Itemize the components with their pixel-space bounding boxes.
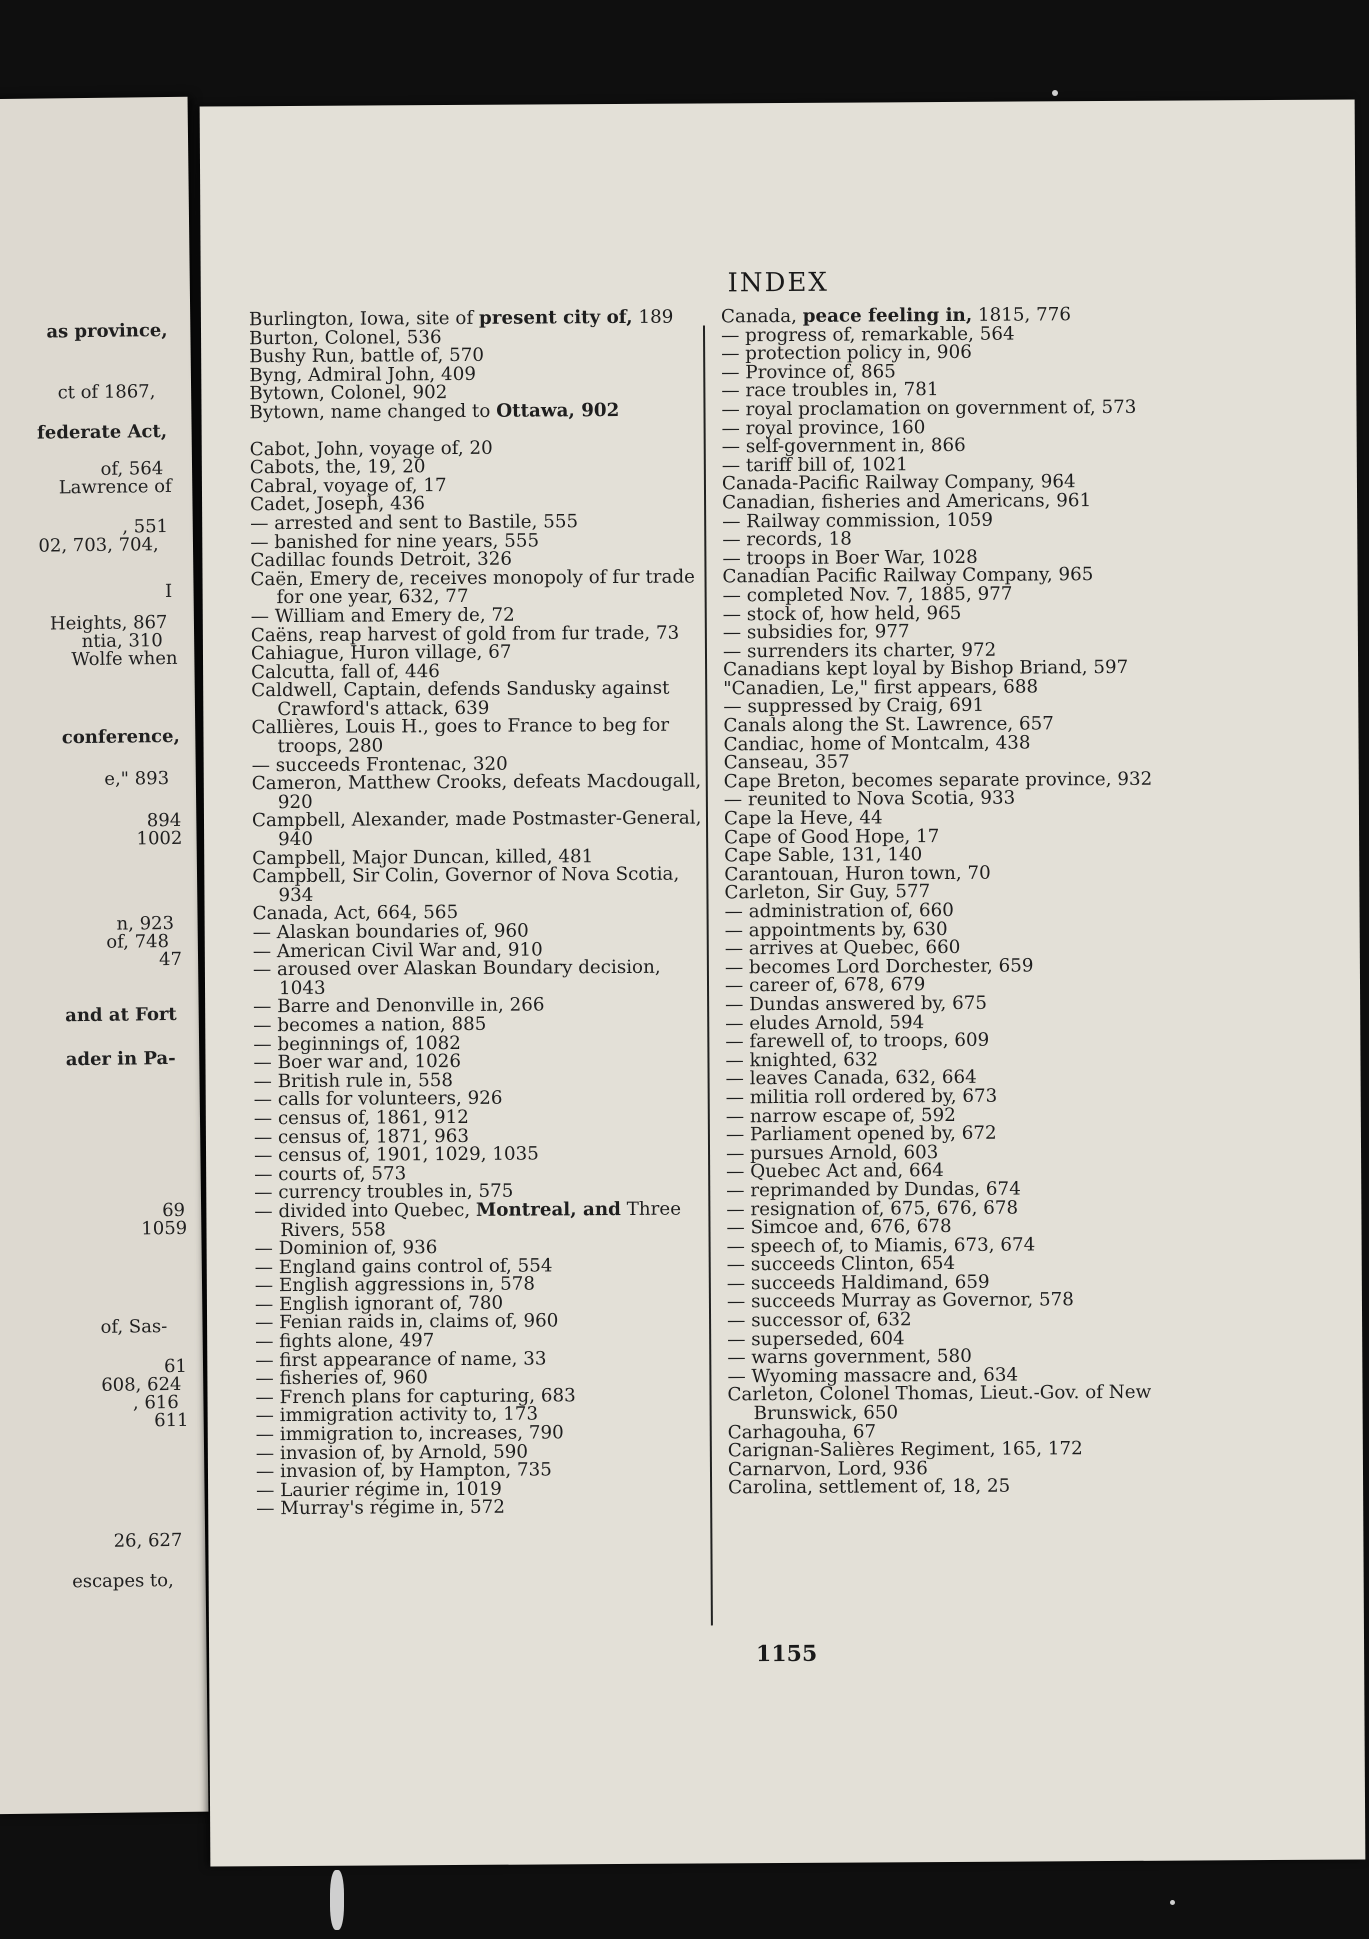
entry-text: — fisheries of, 960 [255, 1367, 428, 1390]
left-page-text: 611 [154, 1409, 189, 1432]
entry-text: — census of, 1901, 1029, 1035 [253, 1143, 539, 1167]
entry-text: Cape of Good Hope, 17 [724, 825, 940, 848]
entry-text: — aroused over Alaskan Boundary decision, 1043 [252, 956, 661, 999]
entry-text: Cabot, John, voyage of, 20 [249, 437, 493, 460]
entry-text: — protection policy in, 906 [721, 342, 972, 365]
entry-text: — England gains control of, 554 [254, 1255, 553, 1278]
entry-text: Campbell, Major Duncan, killed, 481 [252, 845, 594, 869]
entry-text: — Laurier régime in, 1019 [256, 1478, 502, 1502]
entry-text: Carantouan, Huron town, 70 [724, 862, 991, 886]
entry-text: Carhagouha, 67 [727, 1421, 877, 1443]
entry-text: — completed Nov. 7, 1885, 977 [722, 583, 1013, 607]
entry-text: — reprimanded by Dundas, 674 [726, 1178, 1021, 1202]
entry-text: Candiac, home of Montcalm, 438 [723, 732, 1031, 756]
entry-text: — fights alone, 497 [255, 1330, 435, 1353]
entry-text: — militia roll ordered by, 673 [725, 1085, 998, 1109]
left-page-text: Wolfe when [71, 647, 178, 671]
left-page-text: escapes to, [72, 1570, 174, 1593]
entry-text: — courts of, 573 [254, 1163, 407, 1185]
entry-text: — stock of, how held, 965 [722, 602, 962, 625]
entry-text: — Simcoe and, 676, 678 [726, 1216, 952, 1239]
left-page-text: n, 923 [116, 912, 175, 935]
entry-text: 1815, 776 [972, 304, 1072, 326]
entry-text: Canada, [720, 305, 803, 328]
entry-text: Callières, Louis H., goes to France to beg for troops, 280 [251, 715, 670, 758]
entry-text: — British rule in, 558 [253, 1069, 454, 1092]
left-page-text: 894 [146, 809, 182, 832]
entry-text: Carolina, settlement of, 18, 25 [728, 1476, 1011, 1499]
entry-text: — troops in Boer War, 1028 [722, 546, 978, 570]
entry-text: — surrenders its charter, 972 [722, 639, 997, 663]
left-page-text: of, Sas- [100, 1316, 168, 1338]
index-entry [727, 1384, 1197, 1424]
entry-text: Cadet, Joseph, 436 [250, 493, 426, 516]
entry-text: — succeeds Clinton, 654 [726, 1253, 956, 1276]
index-entry [254, 1200, 704, 1240]
entry-text: — leaves Canada, 632, 664 [725, 1067, 977, 1090]
entry-text: Cadillac founds Detroit, 326 [250, 548, 513, 572]
page-title: INDEX [727, 267, 829, 299]
entry-bold-text: peace feeling in, [802, 304, 973, 327]
entry-bold-text: Ottawa, 902 [496, 399, 620, 422]
entry-text: — race troubles in, 781 [721, 379, 939, 402]
entry-text: — subsidies for, 977 [722, 621, 910, 644]
entry-text: — Quebec Act and, 664 [726, 1160, 944, 1183]
entry-text: Carleton, Sir Guy, 577 [724, 881, 931, 904]
entry-text: — progress of, remarkable, 564 [720, 323, 1015, 346]
left-page-text: 47 [158, 948, 183, 971]
index-column-right [721, 305, 1198, 1498]
left-page-text: ct of 1867, [57, 381, 156, 404]
entry-text: — Alaskan boundaries of, 960 [252, 920, 529, 944]
entry-text: — first appearance of name, 33 [255, 1348, 547, 1371]
entry-bold-text: present city of, [478, 306, 633, 329]
entry-text: — beginnings of, 1082 [253, 1032, 461, 1055]
entry-text: Caëns, reap harvest of gold from fur trade, 73 [250, 622, 680, 646]
entry-text: Cameron, Matthew Crooks, defeats Macdougall, 920 [251, 770, 702, 813]
index-page [200, 99, 1366, 1866]
index-entry [252, 863, 702, 906]
entry-text: Canadian, fisheries and Americans, 961 [722, 490, 1092, 514]
entry-text: Canada-Pacific Railway Company, 964 [721, 471, 1076, 495]
left-page-fragment [0, 97, 208, 1815]
left-page-text: 02, 703, 704, [38, 534, 159, 557]
entry-text: — becomes Lord Dorchester, 659 [724, 955, 1034, 979]
left-page-text: e," 893 [104, 768, 170, 790]
entry-text: — reunited to Nova Scotia, 933 [723, 788, 1016, 811]
entry-text: — calls for volunteers, 926 [253, 1088, 503, 1111]
entry-bold-text: Montreal, and [475, 1198, 621, 1221]
entry-text: — English ignorant of, 780 [254, 1292, 504, 1316]
entry-text: — currency troubles in, 575 [254, 1180, 514, 1204]
entry-text: — William and Emery de, 72 [250, 604, 515, 628]
entry-text: — French plans for capturing, 683 [255, 1385, 576, 1409]
entry-text: — immigration to, increases, 790 [255, 1422, 564, 1446]
entry-text: Carignan-Salières Regiment, 165, 172 [727, 1438, 1083, 1462]
entry-text: "Canadien, Le," first appears, 688 [723, 676, 1039, 700]
left-page-text: of, 564 [100, 458, 164, 480]
entry-text: — warns government, 580 [727, 1346, 972, 1369]
left-page-text: 608, 624 [101, 1373, 182, 1396]
entry-text: Carleton, Colonel Thomas, Lieut.-Gov. of New Brunswick, 650 [727, 1382, 1152, 1425]
entry-text: — royal province, 160 [721, 416, 926, 439]
entry-text: — succeeds Murray as Governor, 578 [726, 1289, 1074, 1313]
entry-text: Cabots, the, 19, 20 [249, 456, 426, 479]
entry-text: — immigration activity to, 173 [255, 1403, 539, 1427]
left-page-text: I [164, 580, 173, 603]
index-entry [728, 1477, 1198, 1498]
entry-text: — career of, 678, 679 [724, 974, 926, 997]
left-page-text: and at Fort [65, 1003, 177, 1027]
index-entry [251, 770, 702, 813]
entry-text: — English aggressions in, 578 [254, 1273, 536, 1297]
entry-text: Three Rivers, 558 [280, 1198, 682, 1241]
entry-text: — narrow escape of, 592 [725, 1104, 956, 1127]
left-page-text: 1059 [141, 1217, 188, 1240]
entry-text: — appointments by, 630 [724, 918, 948, 941]
entry-text: Cape Sable, 131, 140 [724, 844, 923, 867]
entry-text: — American Civil War and, 910 [252, 939, 543, 962]
entry-text: — eludes Arnold, 594 [725, 1011, 925, 1034]
left-page-text: conference, [61, 725, 180, 749]
left-page-text: as province, [46, 319, 168, 343]
left-page-text: of, 748 [106, 931, 170, 953]
entry-text: Canals along the St. Lawrence, 657 [723, 713, 1054, 737]
entry-text: Caën, Emery de, receives monopoly of fur trade for one year, 632, 77 [250, 566, 696, 609]
entry-text: Canadians kept loyal by Bishop Briand, 597 [723, 657, 1129, 681]
index-entry [256, 1498, 706, 1519]
dust-speck [1170, 1900, 1175, 1905]
entry-text: — invasion of, by Hampton, 735 [255, 1459, 552, 1483]
left-page-text: 26, 627 [113, 1529, 183, 1552]
index-entry [249, 401, 699, 422]
entry-text: 189 [632, 306, 674, 328]
entry-text: — succeeds Haldimand, 659 [726, 1271, 990, 1295]
entry-text: — Fenian raids in, claims of, 960 [255, 1310, 559, 1334]
entry-text: — suppressed by Craig, 691 [723, 695, 985, 718]
index-entry [251, 717, 701, 757]
left-page-text: Lawrence of [58, 475, 172, 499]
dust-speck [1052, 90, 1058, 96]
entry-text: Cahiague, Huron village, 67 [250, 641, 512, 665]
entry-text: — Dundas answered by, 675 [725, 992, 988, 1016]
entry-text: Canadian Pacific Railway Company, 965 [722, 564, 1094, 588]
entry-text: — successor of, 632 [726, 1309, 912, 1332]
left-page-text: ader in Pa- [65, 1047, 176, 1071]
entry-text: Bytown, name changed to [249, 400, 497, 424]
page-number: 1155 [755, 1640, 818, 1668]
entry-text: Bushy Run, battle of, 570 [249, 344, 485, 368]
entry-text: — arrives at Quebec, 660 [724, 937, 961, 960]
entry-text: — becomes a nation, 885 [253, 1013, 487, 1037]
left-page-text: , 616 [132, 1391, 179, 1414]
entry-text: Byng, Admiral John, 409 [249, 363, 476, 387]
entry-text: — self-government in, 866 [721, 435, 966, 458]
entry-text: — superseded, 604 [727, 1327, 905, 1351]
entry-text: — Parliament opened by, 672 [725, 1122, 997, 1146]
left-page-text: federate Act, [36, 421, 168, 444]
entry-text: Cape Breton, becomes separate province, 932 [723, 768, 1153, 793]
entry-text: Burton, Colonel, 536 [248, 326, 442, 349]
entry-text: — knighted, 632 [725, 1049, 879, 1072]
entry-text: — census of, 1871, 963 [253, 1125, 470, 1148]
entry-text: Canseau, 357 [723, 751, 850, 774]
left-page-text: 69 [161, 1199, 186, 1222]
entry-text: — banished for nine years, 555 [250, 530, 540, 553]
entry-text: — divided into Quebec, [254, 1199, 477, 1223]
index-entry [251, 807, 702, 851]
index-column-left [249, 308, 706, 1519]
entry-text: Canada, Act, 664, 565 [252, 902, 459, 925]
entry-text: Campbell, Sir Colin, Governor of Nova Scotia, 934 [252, 863, 680, 906]
left-page-text: ntia, 310 [81, 630, 163, 653]
entry-text: — Boer war and, 1026 [253, 1051, 462, 1074]
entry-text: — Barre and Denonville in, 266 [253, 994, 545, 1018]
entry-text: — invasion of, by Arnold, 590 [255, 1441, 529, 1464]
entry-text: — Dominion of, 936 [254, 1237, 438, 1260]
entry-text: Cabral, voyage of, 17 [249, 474, 447, 497]
entry-text: Carnarvon, Lord, 936 [727, 1457, 928, 1481]
entry-text: Bytown, Colonel, 902 [249, 382, 448, 405]
left-page-text: 1002 [136, 827, 183, 850]
entry-text: — Murray's régime in, 572 [256, 1497, 505, 1520]
entry-text: — royal proclamation on government of, 573 [721, 396, 1137, 421]
index-entry [251, 677, 701, 720]
left-page-text: Heights, 867 [49, 612, 168, 635]
entry-text: — administration of, 660 [724, 899, 954, 923]
entry-text: — succeeds Frontenac, 320 [251, 753, 508, 776]
entry-text: — arrested and sent to Bastile, 555 [250, 511, 579, 535]
entry-text: — census of, 1861, 912 [253, 1106, 469, 1130]
entry-text: — resignation of, 675, 676, 678 [726, 1197, 1019, 1220]
entry-text: — records, 18 [722, 528, 852, 551]
left-page-text: 61 [163, 1355, 188, 1378]
left-page-text: , 551 [122, 516, 169, 538]
entry-text: — farewell of, to troops, 609 [725, 1029, 990, 1053]
entry-text: Cape la Heve, 44 [723, 807, 883, 830]
entry-text: — Province of, 865 [721, 361, 896, 384]
entry-text: Calcutta, fall of, 446 [251, 660, 440, 683]
entry-text: — pursues Arnold, 603 [725, 1141, 939, 1165]
entry-text: — tariff bill of, 1021 [721, 453, 908, 477]
dust-speck [330, 1870, 344, 1930]
index-entry [250, 568, 700, 608]
entry-text: — speech of, to Miamis, 673, 674 [726, 1234, 1036, 1258]
entry-text: — Railway commission, 1059 [722, 509, 994, 532]
entry-text: — Wyoming massacre and, 634 [727, 1364, 1019, 1388]
entry-text: Caldwell, Captain, defends Sandusky against Crawford's attack, 639 [251, 677, 670, 720]
index-entry [252, 956, 703, 999]
entry-text: Burlington, Iowa, site of [248, 307, 480, 331]
entry-text: Campbell, Alexander, made Postmaster-General, 940 [251, 807, 702, 851]
